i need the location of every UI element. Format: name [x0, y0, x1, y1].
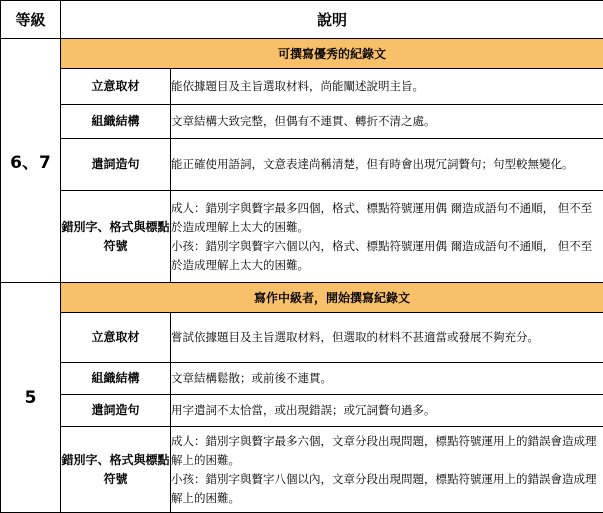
header-description: 說明 — [61, 1, 603, 39]
criterion-row — [1, 313, 603, 363]
criterion-row — [1, 427, 603, 513]
criterion-description — [171, 427, 603, 513]
description-line: 成人：錯別字與贅字最多六個，文章分段出現問題，標點符號運用上的錯誤會造成理解上的困難。 — [171, 432, 603, 470]
criterion-description — [171, 69, 603, 105]
criterion-label: 遣詞造句 — [61, 139, 171, 191]
criterion-row — [1, 139, 603, 191]
level-band: 可撰寫優秀的紀錄文 — [61, 39, 603, 69]
grade-cell: 5 — [1, 283, 61, 513]
criterion-label: 錯別字、格式與標點符號 — [61, 191, 171, 283]
description-line: 能正確使用語詞，文意表達尚稱清楚，但有時會出現冗詞贅句；句型較無變化。 — [171, 155, 603, 174]
criterion-label: 錯別字、格式與標點符號 — [61, 427, 171, 513]
header-row — [1, 1, 603, 39]
criterion-description — [171, 139, 603, 191]
description-line: 文章結構大致完整，但偶有不連貫、轉折不清之處。 — [171, 112, 603, 131]
criterion-row — [1, 363, 603, 395]
header-grade: 等級 — [1, 1, 61, 39]
description-line: 小孩：錯別字與贅字六個以內，格式、標點符號運用偶 爾造成語句不通順， 但不至於造成理解上太大的困難。 — [171, 237, 603, 275]
description-line: 能依據題目及主旨選取材料，尚能闡述說明主旨。 — [171, 77, 603, 96]
criterion-description — [171, 363, 603, 395]
criterion-label: 組織結構 — [61, 363, 171, 395]
criterion-row — [1, 69, 603, 105]
criterion-description — [171, 105, 603, 139]
criterion-description — [171, 313, 603, 363]
criterion-description — [171, 191, 603, 283]
criterion-description — [171, 395, 603, 427]
criterion-label: 立意取材 — [61, 313, 171, 363]
criterion-label: 遣詞造句 — [61, 395, 171, 427]
description-line: 小孩：錯別字與贅字八個以內，文章分段出現問題，標點符號運用上的錯誤會造成理解上的困難。 — [171, 470, 603, 508]
criterion-label: 立意取材 — [61, 69, 171, 105]
criterion-row — [1, 395, 603, 427]
description-line: 嘗試依據題目及主旨選取材料，但選取的材料不甚適當或發展不夠充分。 — [171, 328, 603, 347]
level-band-row — [1, 39, 603, 69]
description-line: 成人：錯別字與贅字最多四個，格式、標點符號運用偶 爾造成語句不通順， 但不至於造成理解上太大的困難。 — [171, 199, 603, 237]
level-band: 寫作中級者，開始撰寫紀錄文 — [61, 283, 603, 313]
description-line: 用字遣詞不太恰當，或出現錯誤；或冗詞贅句過多。 — [171, 401, 603, 420]
criterion-label: 組織結構 — [61, 105, 171, 139]
grade-cell: 6、7 — [1, 39, 61, 283]
criterion-row — [1, 191, 603, 283]
description-line: 文章結構鬆散；或前後不連貫。 — [171, 369, 603, 388]
level-band-row — [1, 283, 603, 313]
criterion-row — [1, 105, 603, 139]
